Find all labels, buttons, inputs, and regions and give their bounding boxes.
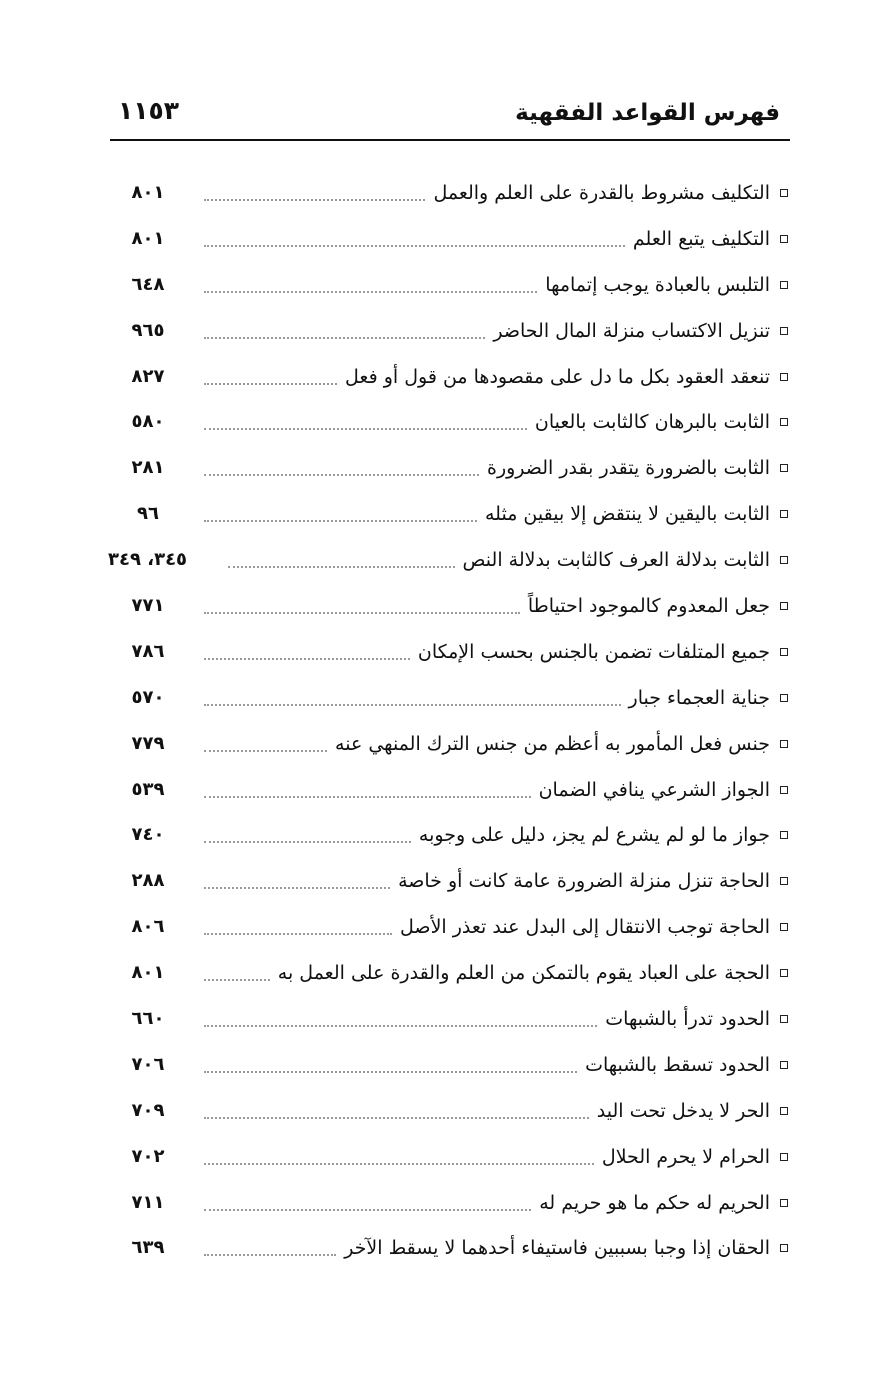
- dot-leader: [228, 566, 455, 568]
- index-entry: [108, 1180, 790, 1226]
- entry-text: الحرام لا يحرم الحلال: [601, 1145, 770, 1168]
- entry-page-number: ٦٦٠: [131, 1007, 165, 1029]
- page-title: فهرس القواعد الفقهية: [515, 100, 780, 126]
- entry-page-number: ٧٠٢: [131, 1145, 165, 1167]
- entry-text: الحجة على العباد يقوم بالتمكن من العلم والقدرة على العمل به: [277, 962, 770, 985]
- index-entry: [108, 858, 790, 904]
- index-entry: [108, 1042, 790, 1088]
- entry-page-number: ٨٢٧: [131, 365, 165, 387]
- dot-leader: [204, 1163, 594, 1165]
- square-bullet-icon: [780, 1061, 788, 1069]
- entry-text: تنزيل الاكتساب منزلة المال الحاضر: [493, 319, 770, 342]
- dot-leader: [204, 887, 390, 889]
- square-bullet-icon: [780, 235, 788, 243]
- dot-leader: [204, 979, 270, 981]
- entry-page-number: ٢٨١: [131, 457, 165, 479]
- square-bullet-icon: [780, 464, 788, 472]
- index-entry: [108, 629, 790, 675]
- index-entry: [108, 583, 790, 629]
- square-bullet-icon: [780, 1244, 788, 1252]
- dot-leader: [204, 291, 537, 293]
- entry-text: الحدود تسقط بالشبهات: [585, 1053, 770, 1076]
- entry-text: تنعقد العقود بكل ما دل على مقصودها من قول أو فعل: [345, 365, 770, 388]
- entry-page-number: ٧٠٩: [131, 1099, 165, 1121]
- entry-page-number: ٧٤٠: [131, 824, 165, 846]
- dot-leader: [204, 612, 520, 614]
- square-bullet-icon: [780, 831, 788, 839]
- entry-text: جناية العجماء جبار: [628, 686, 770, 709]
- dot-leader: [204, 383, 337, 385]
- entry-text: جنس فعل المأمور به أعظم من جنس الترك المنهي عنه: [335, 732, 770, 755]
- page-header: [110, 90, 790, 138]
- dot-leader: [204, 337, 485, 339]
- entry-text: الثابت بالضرورة يتقدر بقدر الضرورة: [487, 457, 770, 480]
- entry-text: الحاجة تنزل منزلة الضرورة عامة كانت أو خاصة: [398, 870, 770, 893]
- entry-page-number: ٥٧٠: [131, 686, 165, 708]
- index-entry: [108, 491, 790, 537]
- entry-text: جعل المعدوم كالموجود احتياطاً: [527, 594, 770, 617]
- entry-text: التكليف يتبع العلم: [632, 227, 770, 250]
- index-entry: [108, 445, 790, 491]
- entry-page-number: ٨٠١: [131, 227, 165, 249]
- entry-page-number: ٢٨٨: [131, 870, 165, 892]
- dot-leader: [204, 750, 327, 752]
- index-list: [108, 170, 790, 1271]
- entry-page-number: ٧٨٦: [131, 640, 165, 662]
- index-entry: [108, 996, 790, 1042]
- entry-text: التكليف مشروط بالقدرة على العلم والعمل: [433, 181, 770, 204]
- dot-leader: [204, 933, 392, 935]
- entry-page-number: ٩٦٥: [131, 319, 165, 341]
- dot-leader: [204, 1071, 577, 1073]
- entry-page-number: ٥٨٠: [131, 411, 165, 433]
- entry-page-number: ٥٣٩: [131, 778, 165, 800]
- square-bullet-icon: [780, 327, 788, 335]
- index-entry: [108, 1134, 790, 1180]
- entry-page-number: ٧٧٩: [131, 732, 165, 754]
- header-divider: [110, 139, 790, 141]
- square-bullet-icon: [780, 1015, 788, 1023]
- square-bullet-icon: [780, 740, 788, 748]
- entry-page-number: ٨٠٦: [131, 916, 165, 938]
- square-bullet-icon: [780, 877, 788, 885]
- square-bullet-icon: [780, 786, 788, 794]
- dot-leader: [204, 704, 621, 706]
- square-bullet-icon: [780, 694, 788, 702]
- dot-leader: [204, 841, 411, 843]
- entry-text: الحقان إذا وجبا بسببين فاستيفاء أحدهما لا يسقط الآخر: [344, 1237, 770, 1260]
- entry-text: الثابت بدلالة العرف كالثابت بدلالة النص: [462, 549, 770, 572]
- dot-leader: [204, 658, 410, 660]
- entry-page-number: ٧٧١: [131, 594, 165, 616]
- entry-text: الحدود تدرأ بالشبهات: [605, 1007, 770, 1030]
- entry-page-number: ٨٠١: [131, 181, 165, 203]
- index-entry: [108, 262, 790, 308]
- square-bullet-icon: [780, 373, 788, 381]
- index-entry: [108, 1225, 790, 1271]
- dot-leader: [204, 1025, 597, 1027]
- dot-leader: [204, 1209, 531, 1211]
- entry-text: جميع المتلفات تضمن بالجنس بحسب الإمكان: [417, 640, 770, 663]
- square-bullet-icon: [780, 602, 788, 610]
- square-bullet-icon: [780, 1199, 788, 1207]
- page-number: ١١٥٣: [118, 96, 180, 125]
- entry-page-number: ٧٠٦: [131, 1053, 165, 1075]
- index-entry: [108, 904, 790, 950]
- entry-page-number: ٧١١: [131, 1191, 165, 1213]
- square-bullet-icon: [780, 1153, 788, 1161]
- index-entry: [108, 537, 790, 583]
- dot-leader: [204, 428, 527, 430]
- index-entry: [108, 950, 790, 996]
- entry-text: التلبس بالعبادة يوجب إتمامها: [545, 273, 770, 296]
- index-entry: [108, 812, 790, 858]
- entry-page-number: ٦٣٩: [131, 1237, 165, 1259]
- dot-leader: [204, 520, 477, 522]
- entry-page-number: ٩٦: [137, 503, 159, 525]
- entry-text: الحاجة توجب الانتقال إلى البدل عند تعذر الأصل: [400, 916, 770, 939]
- square-bullet-icon: [780, 510, 788, 518]
- dot-leader: [204, 474, 479, 476]
- dot-leader: [204, 796, 531, 798]
- square-bullet-icon: [780, 281, 788, 289]
- entry-text: الحر لا يدخل تحت اليد: [596, 1099, 770, 1122]
- index-entry: [108, 1088, 790, 1134]
- index-entry: [108, 354, 790, 400]
- entry-text: الثابت بالبرهان كالثابت بالعيان: [534, 411, 770, 434]
- index-entry: [108, 721, 790, 767]
- dot-leader: [204, 245, 625, 247]
- index-entry: [108, 170, 790, 216]
- dot-leader: [204, 199, 425, 201]
- square-bullet-icon: [780, 556, 788, 564]
- entry-page-number: ٨٠١: [131, 962, 165, 984]
- entry-text: الثابت باليقين لا ينتقض إلا بيقين مثله: [485, 503, 770, 526]
- square-bullet-icon: [780, 189, 788, 197]
- index-entry: [108, 675, 790, 721]
- entry-text: الجواز الشرعي ينافي الضمان: [538, 778, 770, 801]
- index-entry: [108, 767, 790, 813]
- square-bullet-icon: [780, 648, 788, 656]
- entry-text: الحريم له حكم ما هو حريم له: [539, 1191, 770, 1214]
- index-entry: [108, 308, 790, 354]
- entry-page-number: ٦٤٨: [131, 273, 165, 295]
- square-bullet-icon: [780, 923, 788, 931]
- square-bullet-icon: [780, 1107, 788, 1115]
- index-entry: [108, 399, 790, 445]
- dot-leader: [204, 1254, 336, 1256]
- index-entry: [108, 216, 790, 262]
- dot-leader: [204, 1117, 589, 1119]
- entry-page-number: ٣٤٥، ٣٤٩: [108, 549, 188, 571]
- entry-text: جواز ما لو لم يشرع لم يجز، دليل على وجوبه: [418, 824, 770, 847]
- square-bullet-icon: [780, 418, 788, 426]
- square-bullet-icon: [780, 969, 788, 977]
